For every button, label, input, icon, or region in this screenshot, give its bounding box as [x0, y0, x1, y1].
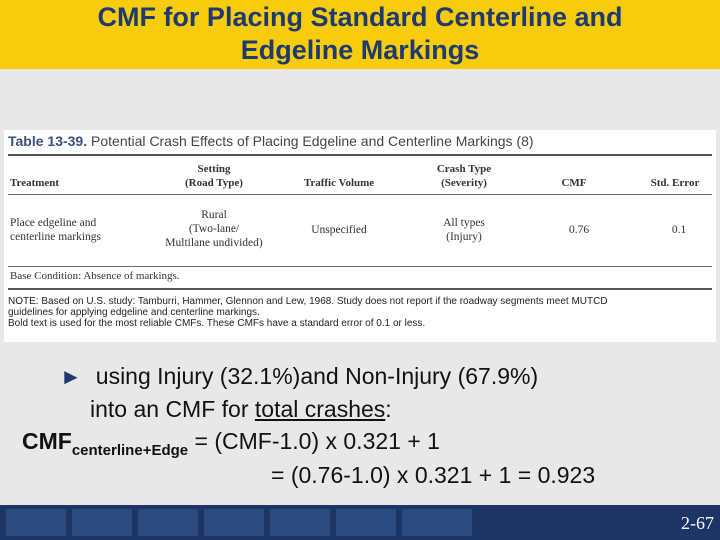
formula-cmf: CMF	[22, 428, 72, 454]
table-title: Potential Crash Effects of Placing Edgeline and Centerline Markings (8)	[91, 133, 534, 149]
footer-segment	[204, 509, 264, 536]
row-rule	[8, 266, 712, 267]
table-top-rule	[8, 154, 712, 156]
formula-expression-1: = (CMF-1.0) x 0.321 + 1	[188, 428, 440, 454]
table-number: Table 13-39.	[8, 133, 88, 149]
cell-traffic-volume: Unspecified	[311, 224, 367, 236]
slide-title-line-2: Edgeline Markings	[240, 35, 480, 65]
footer-segment	[138, 509, 198, 536]
slide-title-bar	[0, 0, 720, 69]
formula-line-2: = (0.76-1.0) x 0.321 + 1 = 0.923	[271, 462, 596, 488]
header-treatment: Treatment	[10, 177, 60, 189]
header-crash-type: Crash Type (Severity)	[436, 163, 492, 189]
cell-std-error: 0.1	[671, 224, 687, 236]
formula-subscript: centerline+Edge	[71, 442, 189, 459]
footer-segment	[270, 509, 330, 536]
slide-title-line-1: CMF for Placing Standard Centerline and	[97, 2, 623, 32]
cell-setting: Rural (Two-lane/ Multilane undivided)	[165, 209, 263, 249]
footer-segment	[336, 509, 396, 536]
table-caption	[8, 133, 534, 149]
bullet-text	[60, 360, 700, 425]
bullet-line-1: using Injury (32.1%)and Non-Injury (67.9%)	[95, 363, 539, 389]
formula-line-1	[22, 428, 440, 459]
arrow-bullet-icon: ►	[60, 364, 82, 389]
footer-segment	[6, 509, 66, 536]
header-setting: Setting (Road Type)	[185, 163, 243, 189]
base-condition: Base Condition: Absence of markings.	[10, 270, 180, 282]
header-rule	[8, 194, 712, 195]
table-bottom-rule	[8, 288, 712, 290]
crash-effects-table	[4, 130, 716, 342]
cell-cmf: 0.76	[568, 224, 590, 236]
cell-treatment: Place edgeline and centerline markings	[10, 217, 102, 243]
header-std-error: Std. Error	[650, 177, 700, 189]
footer-segment	[402, 509, 472, 536]
cell-crash-type: All types (Injury)	[443, 217, 485, 243]
table-note: NOTE: Based on U.S. study: Tamburri, Hammer, Glennon and Lew, 1968. Study does not report if the roadway segments meet MUTCD guidelines for applying edgeline and centerline markings. Bold text is used for the most reliable CMFs. These CMFs have a standard error of 0.1 or less.	[8, 296, 608, 329]
header-traffic-volume: Traffic Volume	[303, 177, 375, 189]
footer-bar	[0, 505, 720, 540]
footer-segment	[72, 509, 132, 536]
bullet-line-2: into an CMF for total crashes:	[90, 396, 392, 422]
page-number: 2-67	[681, 513, 714, 533]
header-cmf: CMF	[561, 177, 587, 189]
